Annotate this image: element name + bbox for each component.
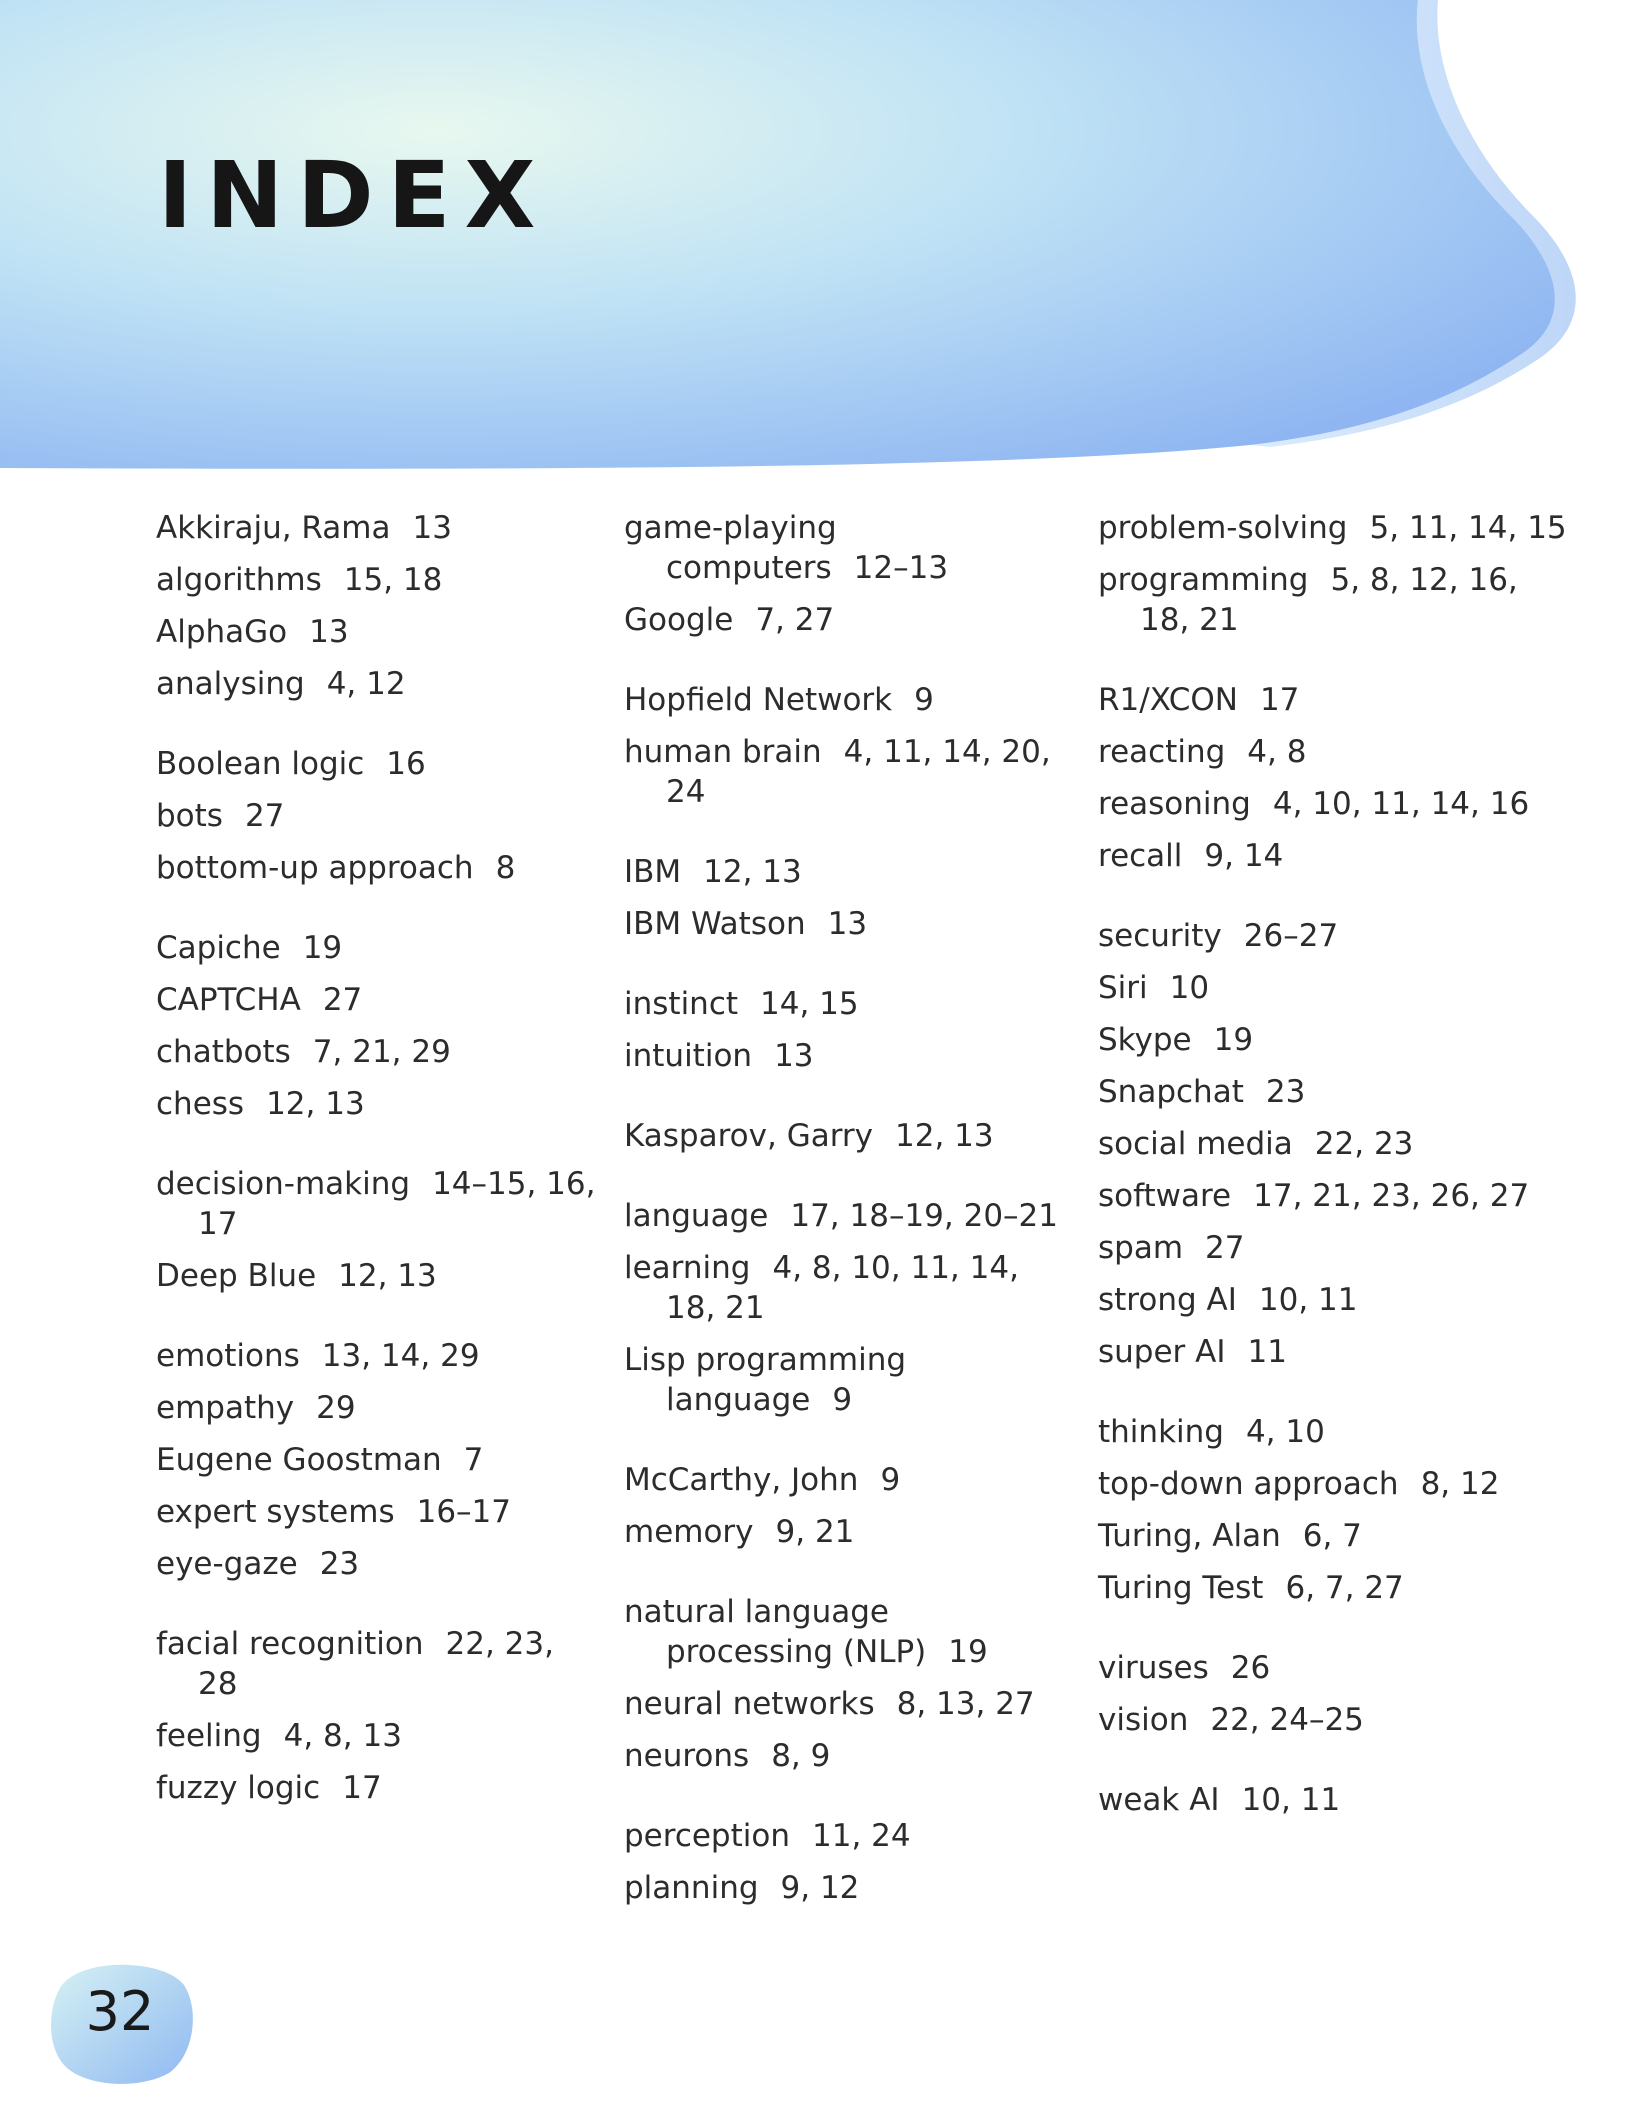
index-term: intuition (624, 1038, 753, 1074)
index-pages: 13 (309, 614, 349, 650)
index-pages: 12, 13 (703, 854, 802, 890)
index-entry (624, 680, 1064, 720)
index-entry (1098, 1020, 1568, 1060)
index-column-2 (624, 508, 1064, 1948)
index-pages: 12, 13 (266, 1086, 365, 1122)
index-pages: 4, 12 (326, 666, 406, 702)
index-pages: 22, 24–25 (1210, 1702, 1364, 1738)
page-number: 32 (85, 1980, 155, 2043)
index-entry (1098, 1124, 1568, 1164)
index-group (1098, 1412, 1568, 1608)
index-pages: 5, 11, 14, 15 (1369, 510, 1567, 546)
index-term: empathy (156, 1390, 295, 1426)
index-pages: 22, 23, 28 (198, 1626, 554, 1702)
index-pages: 27 (322, 982, 363, 1018)
index-term: spam (1098, 1230, 1184, 1266)
index-entry (1098, 1332, 1568, 1372)
index-group (156, 1624, 596, 1808)
index-pages: 7, 21, 29 (312, 1034, 451, 1070)
index-term: bots (156, 798, 223, 834)
index-pages: 26–27 (1243, 918, 1339, 954)
index-term: neurons (624, 1738, 750, 1774)
index-pages: 11, 24 (812, 1818, 911, 1854)
index-term: chess (156, 1086, 245, 1122)
index-term: emotions (156, 1338, 300, 1374)
index-term: Snapchat (1098, 1074, 1244, 1110)
index-entry (624, 1116, 1064, 1156)
index-pages: 16 (386, 746, 426, 782)
index-pages: 4, 11, 14, 20, 24 (666, 734, 1051, 810)
index-group (624, 1460, 1064, 1552)
index-entry (624, 1340, 1064, 1420)
index-term: Kasparov, Garry (624, 1118, 873, 1154)
index-entry (156, 508, 596, 548)
index-term: CAPTCHA (156, 982, 301, 1018)
index-entry (1098, 1228, 1568, 1268)
index-group (624, 984, 1064, 1076)
index-term: chatbots (156, 1034, 291, 1070)
index-pages: 14–15, 16, 17 (198, 1166, 596, 1242)
index-group (1098, 1780, 1568, 1820)
index-pages: 4, 10 (1245, 1414, 1325, 1450)
index-group (156, 928, 596, 1124)
index-entry (156, 612, 596, 652)
index-term: reasoning (1098, 786, 1251, 822)
index-pages: 19 (1213, 1022, 1254, 1058)
index-pages: 9, 12 (780, 1870, 860, 1906)
index-pages: 9 (880, 1462, 901, 1498)
index-pages: 7 (463, 1442, 484, 1478)
index-pages: 13 (412, 510, 452, 546)
index-entry (156, 848, 596, 888)
index-entry (1098, 1176, 1568, 1216)
index-pages: 19 (302, 930, 343, 966)
index-term: thinking (1098, 1414, 1224, 1450)
index-term: Siri (1098, 970, 1148, 1006)
index-entry (624, 1816, 1064, 1856)
index-term: Deep Blue (156, 1258, 317, 1294)
index-entry (1098, 1464, 1568, 1504)
index-term: fuzzy logic (156, 1770, 321, 1806)
index-term: Lisp programming language (624, 1342, 907, 1418)
index-term: analysing (156, 666, 305, 702)
index-entry (1098, 1568, 1568, 1608)
index-entry (624, 1248, 1064, 1328)
index-entry (1098, 1072, 1568, 1112)
index-pages: 10, 11 (1258, 1282, 1358, 1318)
index-pages: 5, 8, 12, 16, 18, 21 (1140, 562, 1518, 638)
index-pages: 4, 8 (1247, 734, 1307, 770)
index-pages: 17 (1259, 682, 1300, 718)
index-group (624, 1592, 1064, 1776)
index-entry (1098, 1412, 1568, 1452)
index-entry (624, 1592, 1064, 1672)
index-term: instinct (624, 986, 739, 1022)
index-term: reacting (1098, 734, 1226, 770)
index-entry (624, 600, 1064, 640)
index-group (624, 1196, 1064, 1420)
index-group (1098, 680, 1568, 876)
index-group (1098, 1648, 1568, 1740)
index-term: AlphaGo (156, 614, 288, 650)
index-term: eye-gaze (156, 1546, 298, 1582)
index-entry (624, 904, 1064, 944)
index-entry (624, 1460, 1064, 1500)
index-pages: 23 (319, 1546, 360, 1582)
index-term: bottom-up approach (156, 850, 474, 886)
index-pages: 8, 13, 27 (896, 1686, 1035, 1722)
index-entry (156, 1624, 596, 1704)
index-entry (1098, 1780, 1568, 1820)
index-term: decision-making (156, 1166, 411, 1202)
index-pages: 12–13 (853, 550, 949, 586)
index-pages: 10, 11 (1241, 1782, 1341, 1818)
index-entry (624, 1196, 1064, 1236)
index-term: expert systems (156, 1494, 395, 1530)
index-entry (156, 796, 596, 836)
index-term: game-playing computers (624, 510, 837, 586)
index-term: strong AI (1098, 1282, 1237, 1318)
index-entry (624, 1684, 1064, 1724)
index-entry (1098, 1280, 1568, 1320)
index-term: social media (1098, 1126, 1293, 1162)
index-term: Skype (1098, 1022, 1192, 1058)
index-entry (156, 1032, 596, 1072)
index-entry (1098, 968, 1568, 1008)
index-pages: 12, 13 (338, 1258, 437, 1294)
index-term: problem-solving (1098, 510, 1348, 546)
index-term: algorithms (156, 562, 322, 598)
index-pages: 16–17 (416, 1494, 512, 1530)
index-pages: 14, 15 (760, 986, 859, 1022)
index-entry (156, 1716, 596, 1756)
index-pages: 17 (342, 1770, 382, 1806)
index-entry (624, 732, 1064, 812)
index-column-3 (1098, 508, 1568, 1860)
index-entry (156, 1084, 596, 1124)
index-group (1098, 508, 1568, 640)
index-entry (156, 1492, 596, 1532)
index-entry (156, 1544, 596, 1584)
index-term: Capiche (156, 930, 281, 966)
index-term: language (624, 1198, 769, 1234)
index-entry (624, 852, 1064, 892)
index-entry (1098, 1516, 1568, 1556)
index-pages: 15, 18 (343, 562, 443, 598)
index-entry (156, 560, 596, 600)
index-entry (156, 744, 596, 784)
index-pages: 26 (1230, 1650, 1271, 1686)
index-entry (1098, 916, 1568, 956)
index-term: learning (624, 1250, 751, 1286)
index-entry (1098, 784, 1568, 824)
index-term: top-down approach (1098, 1466, 1399, 1502)
index-term: neural networks (624, 1686, 875, 1722)
index-entry (624, 1868, 1064, 1908)
index-term: vision (1098, 1702, 1189, 1738)
index-group (156, 1336, 596, 1584)
index-term: Google (624, 602, 734, 638)
index-term: weak AI (1098, 1782, 1220, 1818)
index-entry (1098, 1648, 1568, 1688)
index-pages: 13 (774, 1038, 814, 1074)
index-group (156, 1164, 596, 1296)
index-entry (156, 1164, 596, 1244)
index-term: Hopfield Network (624, 682, 893, 718)
index-term: Akkiraju, Rama (156, 510, 391, 546)
index-entry (156, 1256, 596, 1296)
index-term: Turing Test (1098, 1570, 1264, 1606)
index-term: Boolean logic (156, 746, 365, 782)
index-pages: 12, 13 (895, 1118, 994, 1154)
index-group (1098, 916, 1568, 1372)
index-pages: 9, 21 (775, 1514, 855, 1550)
index-group (624, 1116, 1064, 1156)
index-pages: 27 (1205, 1230, 1245, 1266)
index-term: R1/XCON (1098, 682, 1238, 718)
index-entry (1098, 508, 1568, 548)
index-term: McCarthy, John (624, 1462, 859, 1498)
index-term: perception (624, 1818, 790, 1854)
index-pages: 4, 8, 13 (283, 1718, 402, 1754)
index-entry (156, 980, 596, 1020)
index-term: facial recognition (156, 1626, 424, 1662)
index-pages: 17, 21, 23, 26, 27 (1253, 1178, 1530, 1214)
index-group (624, 680, 1064, 812)
index-entry (156, 1440, 596, 1480)
index-entry (1098, 680, 1568, 720)
index-pages: 6, 7 (1302, 1518, 1362, 1554)
index-entry (624, 1036, 1064, 1076)
index-group (624, 852, 1064, 944)
index-pages: 9 (832, 1382, 853, 1418)
index-term: memory (624, 1514, 754, 1550)
index-pages: 7, 27 (755, 602, 835, 638)
index-pages: 22, 23 (1314, 1126, 1414, 1162)
index-pages: 9, 14 (1204, 838, 1284, 874)
index-pages: 4, 8, 10, 11, 14, 18, 21 (666, 1250, 1019, 1326)
page-title: INDEX (158, 142, 550, 249)
index-entry (156, 928, 596, 968)
index-pages: 6, 7, 27 (1285, 1570, 1404, 1606)
index-pages: 23 (1265, 1074, 1306, 1110)
index-entry (624, 1512, 1064, 1552)
index-term: Eugene Goostman (156, 1442, 442, 1478)
index-term: IBM (624, 854, 682, 890)
index-term: super AI (1098, 1334, 1226, 1370)
index-term: viruses (1098, 1650, 1209, 1686)
index-term: planning (624, 1870, 759, 1906)
index-pages: 29 (316, 1390, 356, 1426)
index-term: IBM Watson (624, 906, 806, 942)
index-pages: 8 (495, 850, 516, 886)
index-column-1 (156, 508, 596, 1848)
index-term: software (1098, 1178, 1232, 1214)
index-group (156, 508, 596, 704)
index-term: programming (1098, 562, 1309, 598)
index-pages: 10 (1169, 970, 1210, 1006)
index-term: human brain (624, 734, 822, 770)
index-pages: 8, 12 (1420, 1466, 1500, 1502)
index-entry (1098, 1700, 1568, 1740)
index-term: natural language processing (NLP) (624, 1594, 927, 1670)
index-pages: 13, 14, 29 (321, 1338, 480, 1374)
index-term: security (1098, 918, 1222, 954)
index-pages: 19 (948, 1634, 988, 1670)
index-entry (156, 1336, 596, 1376)
index-pages: 11 (1247, 1334, 1287, 1370)
index-pages: 9 (914, 682, 934, 718)
index-entry (156, 1768, 596, 1808)
index-group (156, 744, 596, 888)
index-term: recall (1098, 838, 1183, 874)
index-term: Turing, Alan (1098, 1518, 1281, 1554)
index-pages: 8, 9 (771, 1738, 831, 1774)
index-pages: 13 (827, 906, 868, 942)
index-entry (156, 1388, 596, 1428)
index-pages: 27 (244, 798, 285, 834)
index-pages: 4, 10, 11, 14, 16 (1272, 786, 1530, 822)
index-entry (624, 508, 1064, 588)
index-entry (1098, 560, 1568, 640)
index-entry (1098, 836, 1568, 876)
index-entry (1098, 732, 1568, 772)
index-group (624, 1816, 1064, 1908)
index-group (624, 508, 1064, 640)
index-term: feeling (156, 1718, 262, 1754)
index-entry (624, 1736, 1064, 1776)
index-pages: 17, 18–19, 20–21 (790, 1198, 1058, 1234)
index-entry (156, 664, 596, 704)
index-entry (624, 984, 1064, 1024)
